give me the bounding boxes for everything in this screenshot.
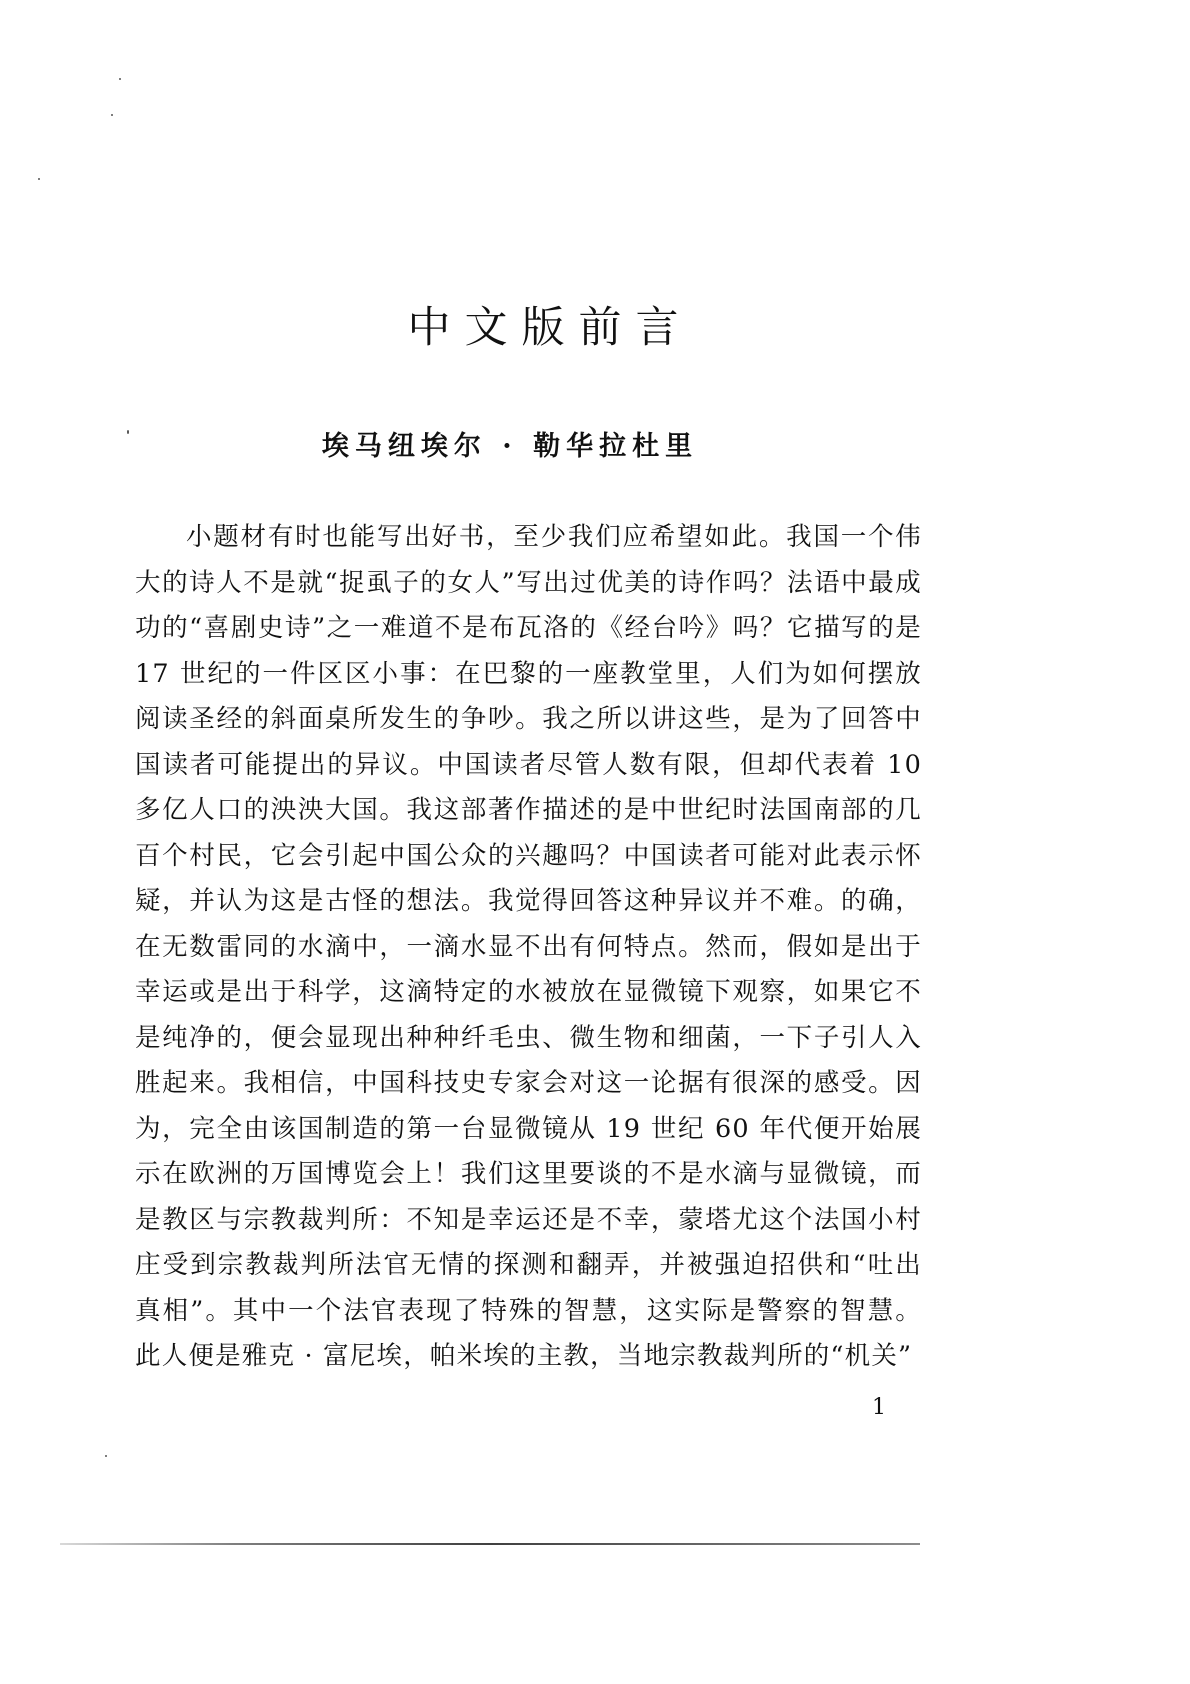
scan-speck xyxy=(105,1455,107,1457)
scan-speck xyxy=(38,178,40,180)
page-number: 1 xyxy=(872,1395,886,1420)
paragraph: 小题材有时也能写出好书，至少我们应希望如此。我国一个伟大的诗人不是就“捉虱子的女人”写出过优美的诗作吗？法语中最成功的“喜剧史诗”之一难道不是布瓦洛的《经台吟》吗？它描写的是 17 世纪的一件区区小事：在巴黎的一座教堂里，人们为如何摆放阅读圣经的斜面桌所发生的争吵。我之所以讲这些，是为了回答中国读者可能提出的异议。中国读者尽管人数有限，但却代表着 10 多亿人口的泱泱大国。我这部著作描述的是中世纪时法国南部的几百个村民，它会引起中国公众的兴趣吗？中国读者可能对此表示怀疑，并认为这是古怪的想法。我觉得回答这种异议并不难。的确，在无数雷同的水滴中，一滴水显不出有何特点。然而，假如是出于幸运或是出于科学，这滴特定的水被放在显微镜下观察，如果它不是纯净的，便会显现出种种纤毛虫、微生物和细菌，一下子引人入胜起来。我相信，中国科技史专家会对这一论据有很深的感受。因为，完全由该国制造的第一台显微镜从 19 世纪 60 年代便开始展示在欧洲的万国博览会上！我们这里要谈的不是水滴与显微镜，而是教区与宗教裁判所：不知是幸运还是不幸，蒙塔尤这个法国小村庄受到宗教裁判所法官无情的探测和翻弄，并被强迫招供和“吐出真相”。其中一个法官表现了特殊的智慧，这实际是警察的智慧。此人便是雅克 · 富尼埃，帕米埃的主教，当地宗教裁判所的“机关” xyxy=(135,522,922,1371)
scan-edge-line xyxy=(60,1543,920,1545)
body-text xyxy=(135,515,922,1380)
scan-speck xyxy=(119,78,121,80)
page-title: 中文版前言 xyxy=(407,303,693,353)
author-name: 埃马纽埃尔 · 勒华拉杜里 xyxy=(321,431,699,462)
scan-speck xyxy=(111,114,113,116)
